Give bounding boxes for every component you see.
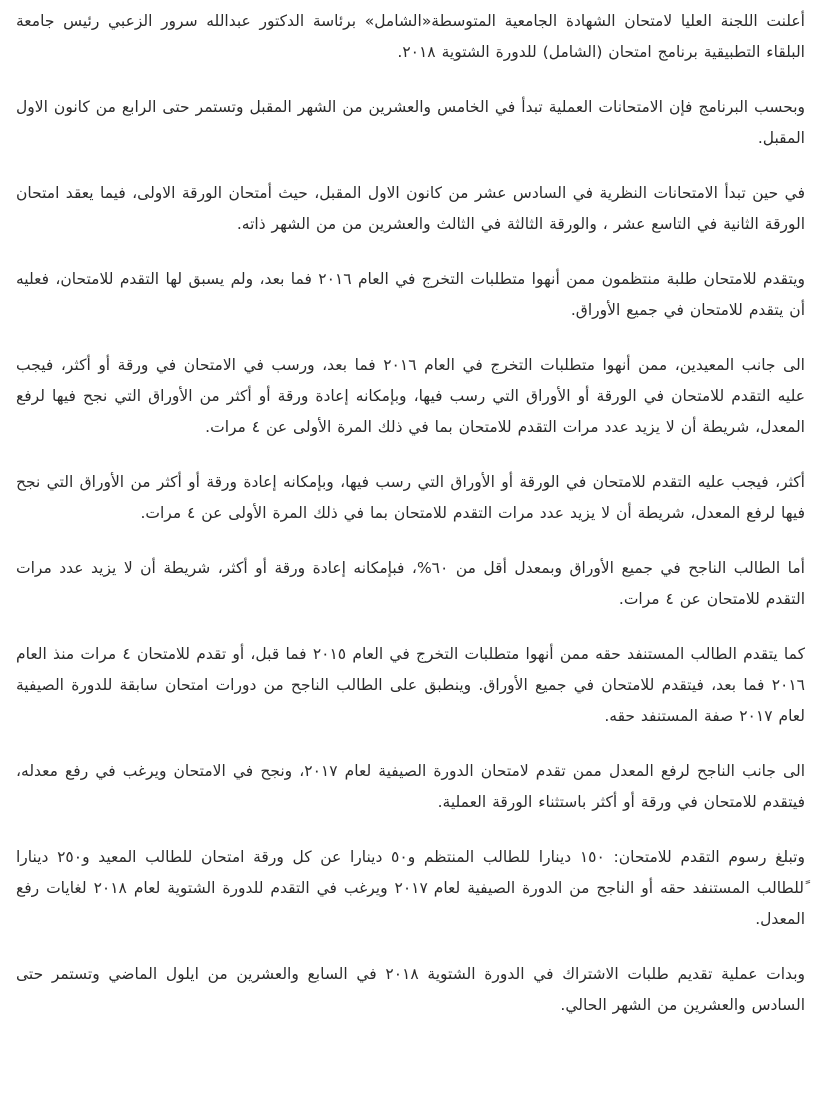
paragraph-exhausted-students: كما يتقدم الطالب المستنفد حقه ممن أنهوا متطلبات التخرج في العام ٢٠١٥ فما قبل، أو تقدم للامتحان ٤ مرات منذ العام ٢٠١٦ فما بعد، فيتقدم للامتحان في جميع الأوراق. وينطبق على الطالب الناجح من دورات امتحان سابقة للدورة الصيفية لعام ٢٠١٧ صفة المستنفد حقه. [16, 645, 805, 725]
paragraph-regular-students: ويتقدم للامتحان طلبة منتظمون ممن أنهوا متطلبات التخرج في العام ٢٠١٦ فما بعد، ولم يسبق لها التقدم للامتحان، فعليه أن يتقدم للامتحان في جميع الأوراق. [16, 270, 805, 319]
paragraph-announcement: أعلنت اللجنة العليا لامتحان الشهادة الجامعية المتوسطة«الشامل» برئاسة الدكتور عبدالله سرور الزعبي رئيس جامعة البلقاء التطبيقية برنامج امتحان (الشامل) للدورة الشتوية ٢٠١٨. [16, 12, 805, 61]
paragraph-repeat-students-duplicate: أكثر، فيجب عليه التقدم للامتحان في الورقة أو الأوراق التي رسب فيها، وبإمكانه إعادة ورقة أو أكثر من الأوراق التي نجح فيها لرفع المعدل، شريطة أن لا يزيد عدد مرات التقدم للامتحان بما في ذلك المرة الأولى عن ٤ مرات. [16, 473, 805, 522]
paragraph-theory-exams: في حين تبدأ الامتحانات النظرية في السادس عشر من كانون الاول المقبل، حيث أمتحان الورقة الاولى، فيما يعقد امتحان الورقة الثانية في التاسع عشر ، والورقة الثالثة في الثالث والعشرين من من الشهر ذاته. [16, 184, 805, 233]
paragraph-grade-improvement: الى جانب الناجح لرفع المعدل ممن تقدم لامتحان الدورة الصيفية لعام ٢٠١٧، ونجح في الامتحان ويرغب في رفع معدله، فيتقدم للامتحان في ورقة أو أكثر باستثناء الورقة العملية. [16, 762, 805, 811]
paragraph-repeat-students: الى جانب المعيدين، ممن أنهوا متطلبات التخرج في العام ٢٠١٦ فما بعد، ورسب في الامتحان في ورقة أو أكثر، فيجب عليه التقدم للامتحان في الورقة أو الأوراق التي رسب فيها، وبإمكانه إعادة ورقة أو أكثر من الأوراق التي نجح فيها لرفع المعدل، شريطة أن لا يزيد عدد مرات التقدم للامتحان بما في ذلك المرة الأولى عن ٤ مرات. [16, 356, 805, 436]
paragraph-exam-fees: وتبلغ رسوم التقدم للامتحان: ١٥٠ دينارا للطالب المنتظم و٥٠ دينارا عن كل ورقة امتحان للطالب المعيد و٢٥٠ دينارا ًللطالب المستنفد حقه أو الناجح من الدورة الصيفية لعام ٢٠١٧ ويرغب في التقدم للدورة الشتوية لعام ٢٠١٨ لغايات رفع المعدل. [16, 848, 806, 928]
paragraph-registration-dates: وبدات عملية تقديم طلبات الاشتراك في الدورة الشتوية ٢٠١٨ في السابع والعشرين من ايلول الماضي وتستمر حتى السادس والعشرين من الشهر الحالي. [16, 965, 805, 1014]
paragraph-practical-exams: وبحسب البرنامج فإن الامتحانات العملية تبدأ في الخامس والعشرين من الشهر المقبل وتستمر حتى الرابع من كانون الاول المقبل. [16, 98, 805, 147]
paragraph-passed-students: أما الطالب الناجح في جميع الأوراق وبمعدل أقل من ٦٠%، فبإمكانه إعادة ورقة أو أكثر، شريطة أن لا يزيد عدد مرات التقدم للامتحان عن ٤ مرات. [16, 559, 805, 608]
